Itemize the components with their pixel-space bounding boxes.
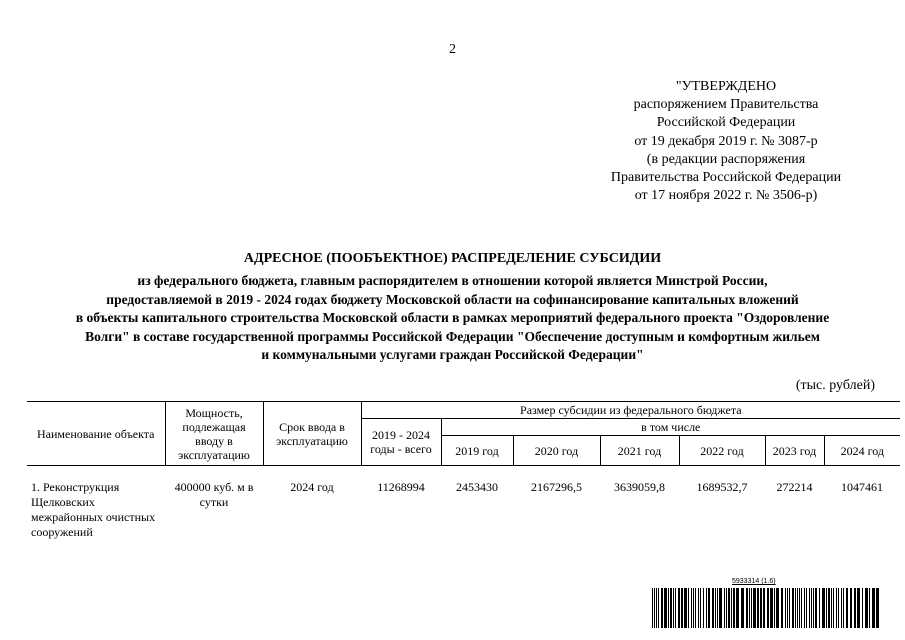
barcode-bars — [652, 588, 880, 628]
header-capacity: Мощность, подлежащая вводу в эксплуатацию — [165, 402, 263, 466]
units-label: (тыс. рублей) — [795, 378, 875, 393]
subtitle-line: в объекты капитального строительства Московской области в рамках мероприятий федерального проекта "Оздоровление — [75, 310, 830, 325]
cell-capacity: 400000 куб. м в сутки — [174, 480, 254, 509]
subtitle-line: предоставляемой в 2019 - 2024 годах бюджету Московской области на софинансирование капитальных вложений — [106, 291, 799, 307]
cell-object-name: 1. Реконструкция Щелковских межрайонных очистных сооружений — [31, 480, 156, 539]
cell-year-value: 272214 — [776, 480, 813, 494]
header-year: 2023 год — [765, 436, 824, 466]
header-year: 2021 год — [600, 436, 679, 466]
cell-commission-term: 2024 год — [290, 480, 334, 494]
header-commission-term: Срок ввода в эксплуатацию — [263, 402, 361, 466]
approval-line: (в редакции распоряжения — [646, 151, 806, 167]
page-number: 2 — [449, 42, 456, 57]
header-year: 2022 год — [679, 436, 765, 466]
approval-line: Правительства Российской Федерации — [610, 170, 842, 186]
header-subsidy-amount: Размер субсидии из федерального бюджета — [361, 402, 900, 419]
subtitle-line: из федерального бюджета, главным распорядителем в отношении которой является Минстрой России, — [137, 273, 768, 288]
header-object-name: Наименование объекта — [27, 402, 165, 466]
document-subtitle — [40, 272, 865, 365]
approval-stamp — [598, 78, 854, 205]
subtitle-line: и коммунальными услугами граждан Российской Федерации" — [261, 347, 644, 362]
cell-total: 11268994 — [377, 480, 425, 494]
barcode-label: 5933314 (1.6) — [732, 578, 776, 585]
table-row — [27, 466, 900, 541]
approval-line: Российской Федерации — [656, 115, 796, 131]
cell-year-value: 2453430 — [456, 480, 498, 494]
cell-year-value: 1047461 — [841, 480, 884, 494]
subsidy-table — [27, 401, 900, 540]
cell-year-value: 2167296,5 — [531, 480, 582, 494]
header-including: в том числе — [441, 419, 900, 436]
header-year: 2020 год — [513, 436, 600, 466]
subtitle-line: Волги" в составе государственной программы Российской Федерации "Обеспечение доступным и комфортным жильем — [85, 328, 820, 344]
barcode — [652, 578, 880, 628]
header-total: 2019 - 2024 годы - всего — [361, 419, 441, 466]
cell-year-value: 1689532,7 — [696, 480, 748, 494]
header-year: 2019 год — [441, 436, 513, 466]
approval-line: от 19 декабря 2019 г. № 3087-р — [634, 133, 818, 149]
approval-line: распоряжением Правительства — [633, 97, 819, 113]
cell-year-value: 3639059,8 — [614, 480, 665, 494]
approval-line: от 17 ноября 2022 г. № 3506-р) — [634, 188, 818, 204]
header-year: 2024 год — [824, 436, 900, 466]
document-title: АДРЕСНОЕ (ПООБЪЕКТНОЕ) РАСПРЕДЕЛЕНИЕ СУБСИДИИ — [243, 251, 662, 266]
approval-line: "УТВЕРЖДЕНО — [675, 79, 777, 94]
